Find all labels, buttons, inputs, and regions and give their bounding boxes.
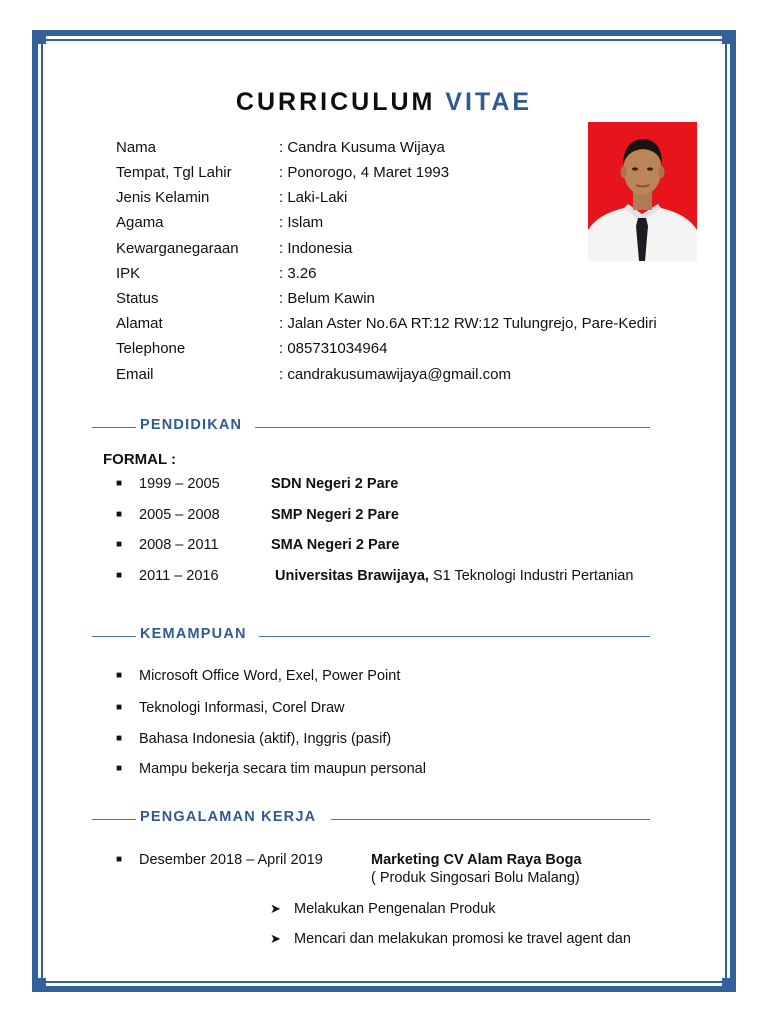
title-part-2: VITAE: [445, 88, 533, 116]
info-value: : 3.26: [279, 265, 317, 282]
section-rule-right: [259, 636, 650, 637]
experience-company-note: ( Produk Singosari Bolu Malang): [371, 870, 580, 886]
info-label: Alamat: [116, 315, 163, 332]
info-label: Kewarganegaraan: [116, 240, 239, 257]
info-value: : Belum Kawin: [279, 290, 375, 307]
edu-program: S1 Teknologi Industri Pertanian: [428, 568, 634, 584]
section-rule-right: [255, 427, 650, 428]
info-label: Agama: [116, 214, 164, 231]
experience-period: Desember 2018 – April 2019: [139, 852, 323, 868]
edu-school: SMA Negeri 2 Pare: [271, 537, 400, 553]
edu-university-line: [275, 566, 633, 586]
bullet-icon: ■: [116, 733, 123, 744]
bullet-icon: ■: [116, 570, 123, 581]
corner-ornament-tl: [32, 30, 46, 44]
skill-item: Microsoft Office Word, Exel, Power Point: [139, 668, 401, 684]
info-label: Tempat, Tgl Lahir: [116, 164, 232, 181]
bullet-icon: ■: [116, 509, 123, 520]
edu-years: 2005 – 2008: [139, 507, 220, 523]
info-label: Email: [116, 366, 154, 383]
bullet-icon: ■: [116, 539, 123, 550]
section-rule-left: [92, 636, 136, 637]
portrait-image: [588, 122, 697, 261]
edu-school: Universitas Brawijaya,: [275, 568, 429, 584]
bullet-icon: ■: [116, 702, 123, 713]
skill-item: Teknologi Informasi, Corel Draw: [139, 700, 345, 716]
info-label: Jenis Kelamin: [116, 189, 210, 206]
experience-task: Mencari dan melakukan promosi ke travel agent dan: [294, 931, 631, 947]
edu-years: 2011 – 2016: [139, 568, 219, 584]
edu-school: SMP Negeri 2 Pare: [271, 507, 399, 523]
info-value: : candrakusumawijaya@gmail.com: [279, 366, 511, 383]
bullet-icon: ■: [116, 478, 123, 489]
info-label: IPK: [116, 265, 141, 282]
info-value: : 085731034964: [279, 340, 388, 357]
section-heading-kemampuan: KEMAMPUAN: [140, 626, 247, 642]
skill-item: Mampu bekerja secara tim maupun personal: [139, 761, 426, 777]
corner-ornament-bl: [32, 978, 46, 992]
experience-position: Marketing CV Alam Raya Boga: [371, 852, 582, 868]
edu-years: 2008 – 2011: [139, 537, 219, 553]
page-title: [0, 88, 768, 117]
info-label: Status: [116, 290, 159, 307]
profile-photo: [588, 122, 697, 261]
info-value: : Jalan Aster No.6A RT:12 RW:12 Tulungrejo, Pare-Kediri: [279, 315, 657, 332]
section-heading-pendidikan: PENDIDIKAN: [140, 417, 243, 433]
corner-ornament-tr: [722, 30, 736, 44]
edu-school: SDN Negeri 2 Pare: [271, 476, 399, 492]
bullet-icon: ■: [116, 763, 123, 774]
edu-years: 1999 – 2005: [139, 476, 220, 492]
bullet-icon: ■: [116, 670, 123, 681]
section-rule-left: [92, 427, 136, 428]
info-label: Nama: [116, 139, 157, 156]
arrow-bullet-icon: ➤: [270, 931, 281, 946]
bullet-icon: ■: [116, 854, 123, 865]
arrow-bullet-icon: ➤: [270, 901, 281, 916]
formal-label: FORMAL :: [103, 451, 177, 468]
info-value: : Laki-Laki: [279, 189, 348, 206]
title-part-1: CURRICULUM: [235, 88, 436, 116]
section-rule-right: [331, 819, 650, 820]
experience-task: Melakukan Pengenalan Produk: [294, 901, 496, 917]
info-value: : Indonesia: [279, 240, 353, 257]
info-value: : Islam: [279, 214, 324, 231]
section-rule-left: [92, 819, 136, 820]
skill-item: Bahasa Indonesia (aktif), Inggris (pasif): [139, 731, 392, 747]
info-value: : Ponorogo, 4 Maret 1993: [279, 164, 450, 181]
section-heading-pengalaman-kerja: PENGALAMAN KERJA: [140, 809, 317, 825]
info-value: : Candra Kusuma Wijaya: [279, 139, 445, 156]
corner-ornament-br: [722, 978, 736, 992]
info-label: Telephone: [116, 340, 186, 357]
